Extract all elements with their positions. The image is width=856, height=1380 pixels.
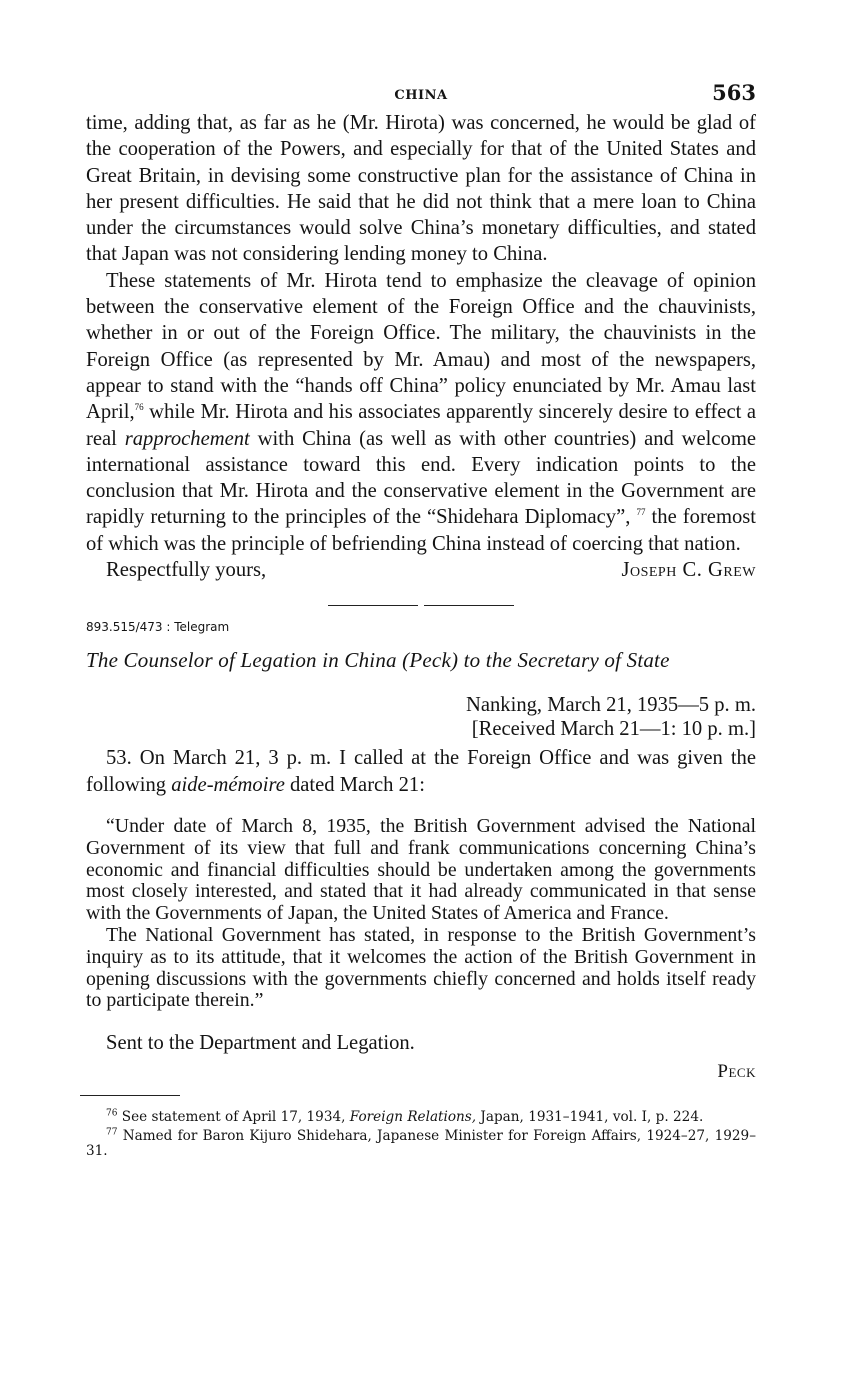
- signature-peck: Peck: [717, 1061, 756, 1083]
- dateline-block: [86, 693, 756, 741]
- telegram-intro-italic: aide-mémoire: [171, 773, 285, 796]
- paragraph-2-part-4: the foremost of which was the principle of befriending China instead of coercing that nation.: [86, 506, 756, 555]
- footnote-76-italic: Foreign Relations,: [349, 1109, 477, 1126]
- page-header: [86, 78, 756, 110]
- footnote-76-post: Japan, 1931–1941, vol. I, p. 224.: [476, 1109, 704, 1126]
- footnote-ref-77: 77: [636, 507, 646, 518]
- closing-row: [106, 557, 756, 583]
- footnote-77-mark: 77: [106, 1127, 118, 1138]
- footnote-76-mark: 76: [106, 1108, 118, 1119]
- closing-text: Respectfully yours,: [106, 559, 267, 582]
- page-number: 563: [712, 80, 756, 105]
- section-divider: [328, 605, 514, 606]
- document-title: The Counselor of Legation in China (Peck) to the Secretary of State: [86, 648, 670, 673]
- paragraph-1: time, adding that, as far as he (Mr. Hirota) was concerned, he would be glad of the cooperation of the Powers, and especially for that of the United States and Great Britain, in devising some constructive plan for the assistance of China in her present difficulties. He said that he did not think that a mere loan to China under the circumstances would solve China’s monetary difficulties, and stated that Japan was not considering lending money to China.: [86, 112, 756, 266]
- paragraph-2-part-2: while Mr. Hirota and his associates apparently sincerely desire to effect a real: [86, 401, 756, 450]
- paragraph-2-part-3: with China (as well as with other countries) and welcome international assistance toward this end. Every indication points to the conclusion that Mr. Hirota and the conservative element in the Government are rapidly returning to the principles of the “Shidehara Diplomacy”,: [86, 427, 757, 529]
- dateline: Nanking, March 21, 1935—5 p. m.: [466, 694, 756, 717]
- footnotes: [86, 1110, 756, 1159]
- signature-grew: Joseph C. Grew: [621, 559, 756, 582]
- paragraph-2-part-1: These statements of Mr. Hirota tend to emphasize the cleavage of opinion between the conservative element of the Foreign Office and the chauvinists, whether in or out of the Foreign Office. The military, the chauvinists in the Foreign Office (as represented by Mr. Amau) and most of the newspapers, appear to stand with the “hands off China” policy enunciated by Mr. Amau last April,: [86, 269, 756, 424]
- footnote-rule: [80, 1095, 180, 1096]
- file-reference: 893.515/473 : Telegram: [86, 620, 230, 635]
- telegram-intro: [86, 745, 756, 798]
- paragraph-2: [86, 268, 756, 557]
- running-head: CHINA: [394, 88, 448, 103]
- sent-line: Sent to the Department and Legation.: [106, 1032, 415, 1055]
- document-page: [86, 78, 756, 1163]
- footnote-76-pre: See statement of April 17, 1934,: [117, 1109, 350, 1126]
- footnote-77-text: Named for Baron Kijuro Shidehara, Japanese Minister for Foreign Affairs, 1924–27, 1929–31.: [86, 1128, 756, 1160]
- telegram-intro-post: dated March 21:: [284, 773, 425, 796]
- received-line: [Received March 21—1: 10 p. m.]: [471, 718, 756, 741]
- quoted-memoire: [86, 816, 756, 1012]
- quote-paragraph-1: “Under date of March 8, 1935, the British Government advised the National Government of its view that full and frank communications concerning China’s economic and financial difficulties should be undertaken among the governments most closely interested, and stated that it had already communicated in that sense with the Governments of Japan, the United States of America and France.: [86, 814, 756, 925]
- quote-paragraph-2: The National Government has stated, in response to the British Government’s inquiry as to its attitude, that it welcomes the action of the British Government in opening discussions with the governments chiefly concerned and holds itself ready to participate therein.”: [86, 923, 756, 1012]
- paragraph-2-italic: rapprochement: [124, 427, 250, 450]
- footnote-76: [86, 1110, 756, 1125]
- telegram-intro-pre: 53. On March 21, 3 p. m. I called at the Foreign Office and was given the following: [86, 747, 756, 796]
- footnote-77: [86, 1129, 756, 1159]
- footnote-ref-76: 76: [134, 402, 144, 413]
